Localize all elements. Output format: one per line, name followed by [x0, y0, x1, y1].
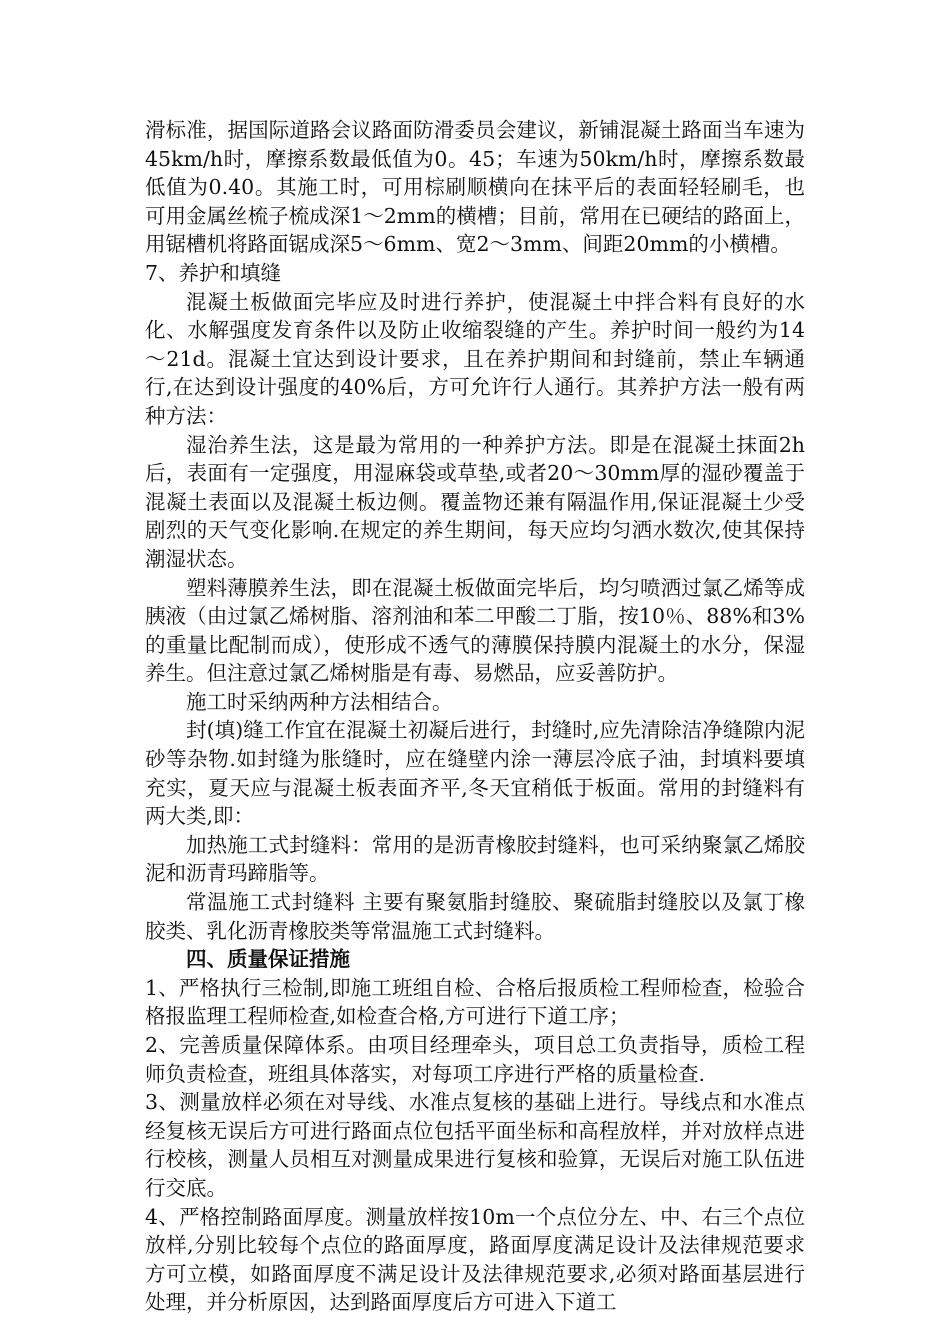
quality-item-2: 2、完善质量保障体系。由项目经理牵头，项目总工负责指导，质检工程师负责检查，班组具体落实，对每项工序进行严格的质量检查. — [145, 1033, 805, 1086]
paragraph-wet-curing: 湿治养生法，这是最为常用的一种养护方法。即是在混凝土抹面2h后，表面有一定强度，用湿麻袋或草垫,或者20～30mm厚的湿砂覆盖于混凝土表面以及混凝土板边侧。覆盖物还兼有隔温作用,保证混凝土少受剧烈的天气变化影响.在规定的养生期间，每天应均匀洒水数次,使其保持潮湿状态。 — [145, 432, 805, 571]
paragraph-hot-sealant: 加热施工式封缝料：常用的是沥青橡胶封缝料，也可采纳聚氯乙烯胶泥和沥青玛蹄脂等。 — [145, 832, 805, 886]
document-page — [145, 116, 805, 1317]
quality-item-3: 3、测量放样必须在对导线、水准点复核的基础上进行。导线点和水准点经复核无误后方可进行路面点位包括平面坐标和高程放样，并对放样点进行校核，测量人员相互对测量成果进行复核和验算，无误后对施工队伍进行交底。 — [145, 1090, 805, 1200]
quality-item-4: 4、严格控制路面厚度。测量放样按10m一个点位分左、中、右三个点位放样,分别比较每个点位的路面厚度，路面厚度满足设计及法律规范要求方可立模，如路面厚度不满足设计及法律规范要求,必须对路面基层进行处理，并分析原因，达到路面厚度后方可进入下道工 — [145, 1204, 805, 1315]
quality-item-1: 1、严格执行三检制,即施工班组自检、合格后报质检工程师检查，检验合格报监理工程师检查,如检查合格,方可进行下道工序； — [145, 975, 805, 1029]
paragraph-membrane-curing: 塑料薄膜养生法，即在混凝土板做面完毕后，均匀喷洒过氯乙烯等成胰液（由过氯乙烯树脂、溶剂油和苯二甲酸二丁脂，按10％、88%和3%的重量比配制而成），使形成不透气的薄膜保持膜内混凝土的水分，保湿养生。但注意过氯乙烯树脂是有毒、易燃品，应妥善防护。 — [145, 575, 805, 686]
section-heading-quality-assurance: 四、质量保证措施 — [186, 947, 350, 972]
paragraph-skid-resistance: 滑标准，据国际道路会议路面防滑委员会建议，新铺混凝土路面当车速为45km/h时，摩擦系数最低值为0。45；车速为50km/h时，摩擦系数最低值为0.40。其施工时，可用棕刷顺横向在抹平后的表面轻轻刷毛，也可用金属丝梳子梳成深1～2mm的横槽；目前，常用在已硬结的路面上，用锯槽机将路面锯成深5～6mm、宽2～3mm、间距20mm的小横槽。 — [145, 118, 805, 257]
paragraph-joint-sealing: 封(填)缝工作宜在混凝土初凝后进行，封缝时,应先清除洁净缝隙内泥砂等杂物.如封缝为胀缝时，应在缝壁内涂一薄层冷底子油，封填料要填充实，夏天应与混凝土板表面齐平,冬天宜稍低于板面。常用的封缝料有两大类,即： — [145, 718, 805, 829]
paragraph-cold-sealant: 常温施工式封缝料 主要有聚氨脂封缝胶、聚硫脂封缝胶以及氯丁橡胶类、乳化沥青橡胶类等常温施工式封缝料。 — [145, 890, 805, 943]
paragraph-curing-overview: 混凝土板做面完毕应及时进行养护，使混凝土中拌合料有良好的水化、水解强度发育条件以及防止收缩裂缝的产生。养护时间一般约为14～21d。混凝土宜达到设计要求，且在养护期间和封缝前，禁止车辆通行,在达到设计强度的40%后，方可允许行人通行。其养护方法一般有两种方法： — [145, 289, 805, 428]
paragraph-combined-methods: 施工时采纳两种方法相结合。 — [186, 689, 453, 714]
subheading-curing-and-joint-sealing: 7、养护和填缝 — [145, 260, 282, 285]
